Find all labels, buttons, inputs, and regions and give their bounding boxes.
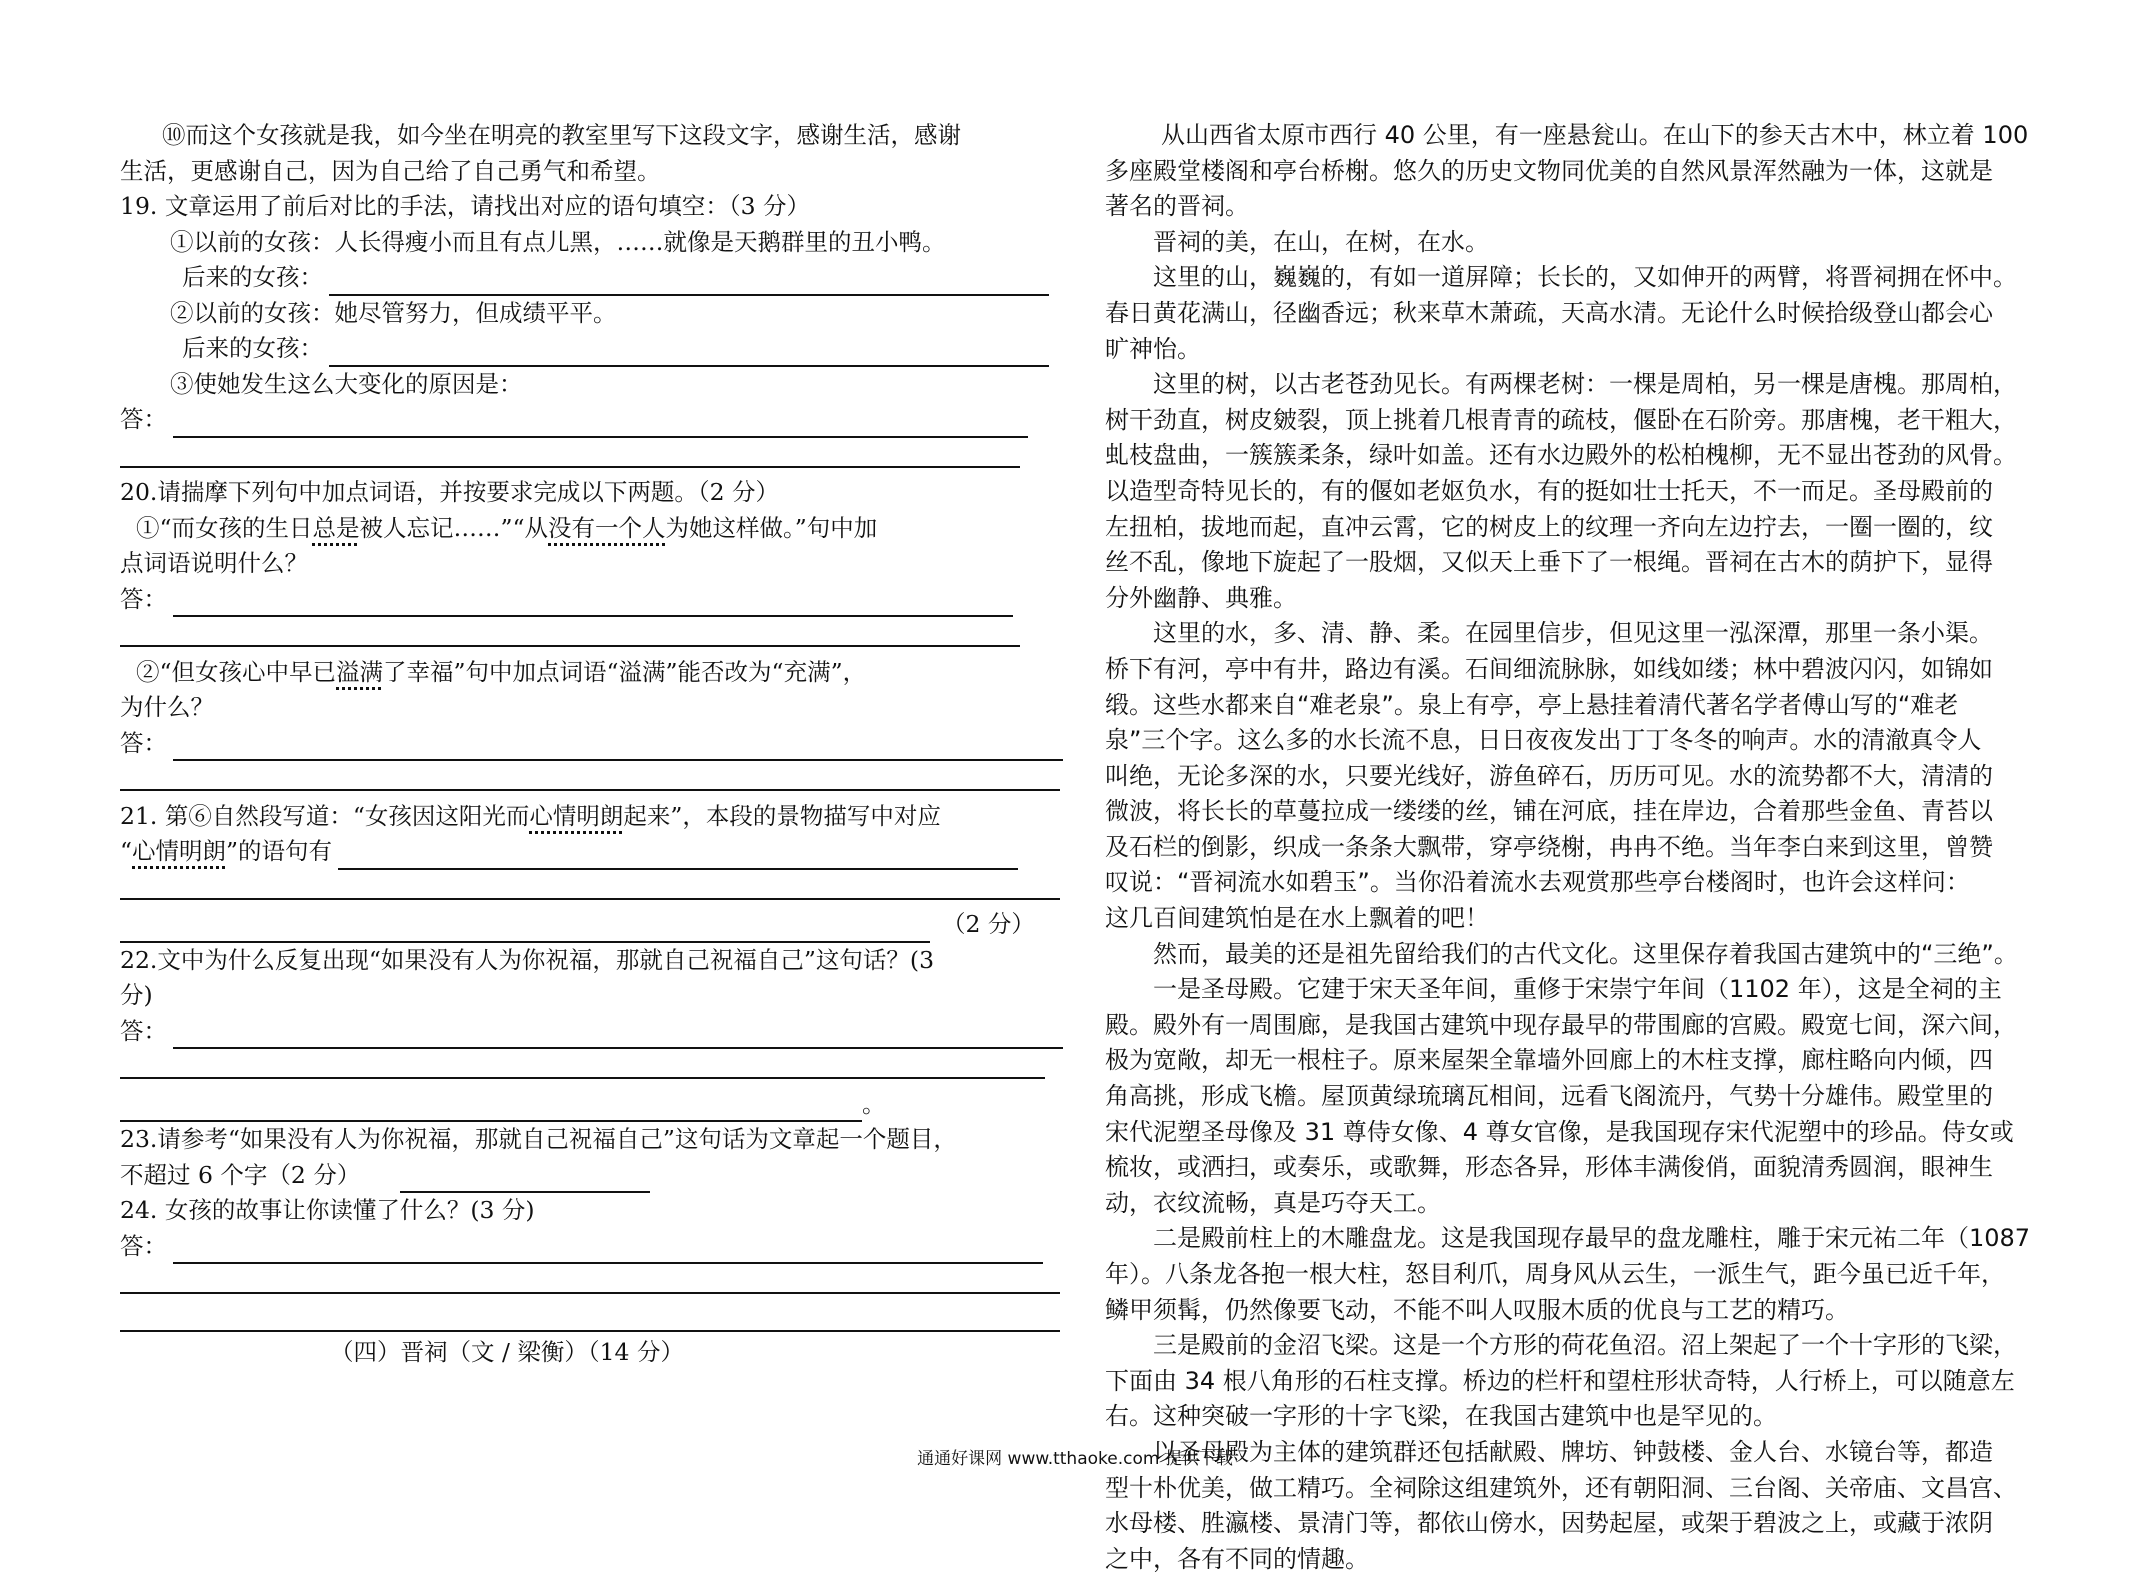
question-19-item-1-answer bbox=[120, 260, 1070, 296]
answer-blank-20-1b[interactable] bbox=[120, 617, 1020, 647]
passage-line: 年）。八条龙各抱一根大柱，怒目利爪，周身风从云生，一派生气，距今虽已近千年， bbox=[1105, 1260, 2005, 1288]
answer-blank-22[interactable] bbox=[173, 1021, 1063, 1049]
question-20-item-2-answer bbox=[120, 726, 1070, 762]
answer-blank-20-2[interactable] bbox=[173, 733, 1063, 761]
question-20-item-1-line-2: 点词语说明什么？ bbox=[120, 549, 308, 577]
q21-score: （2 分） bbox=[942, 910, 1035, 938]
answer-blank-24[interactable] bbox=[173, 1236, 1043, 1264]
q20-2-text-b: 了幸福”句中加点词语“溢满”能否改为“充满”， bbox=[383, 657, 867, 686]
passage-line: 水母楼、胜瀛楼、景清门等，都依山傍水，因势起屋，或架于碧波之上，或藏于浓阴 bbox=[1105, 1509, 1993, 1538]
answer-blank-19-3b[interactable] bbox=[120, 438, 1020, 468]
passage-line: 旷神怡。 bbox=[1105, 334, 1201, 363]
later-girl-label: 后来的女孩： bbox=[182, 263, 323, 291]
passage-line: 这里的树，以古老苍劲见长。有两棵老树：一棵是周柏，另一棵是唐槐。那周柏， bbox=[1153, 370, 2017, 399]
q20-2-text-a: ②“但女孩心中早已 bbox=[136, 657, 337, 686]
paragraph-10-line-1: ⑩而这个女孩就是我，如今坐在明亮的教室里写下这段文字，感谢生活，感谢 bbox=[162, 121, 961, 149]
answer-blank-21b[interactable] bbox=[120, 870, 1060, 900]
dotted-word-overflow: 溢满 bbox=[336, 657, 384, 686]
answer-blank-19-1[interactable] bbox=[329, 268, 1049, 296]
passage-line: 以圣母殿为主体的建筑群还包括献殿、牌坊、钟鼓楼、金人台、水镜台等，都造 bbox=[1153, 1437, 1993, 1466]
passage-line: 微波，将长长的草蔓拉成一缕缕的丝，铺在河底，挂在岸边，合着那些金鱼、青苔以 bbox=[1105, 797, 1993, 826]
question-20-item-2-line-2: 为什么？ bbox=[120, 693, 214, 721]
question-21-line-2 bbox=[120, 834, 1070, 870]
left-column bbox=[120, 118, 1070, 1339]
answer-blank-23[interactable] bbox=[400, 1165, 650, 1193]
question-22-answer-line-3 bbox=[120, 1087, 1070, 1123]
answer-blank-21[interactable] bbox=[338, 842, 1018, 870]
q21-text-c: “ bbox=[120, 837, 133, 865]
dotted-word-mood-bright: 心情明朗 bbox=[529, 801, 624, 830]
passage-line: 缎。这些水都来自“难老泉”。泉上有亭，亭上悬挂着清代著名学者傅山写的“难老 bbox=[1105, 690, 1959, 719]
passage-line: 泉”三个字。这么多的水长流不息，日日夜夜发出丁丁冬冬的响声。水的清澈真令人 bbox=[1105, 726, 1982, 755]
question-20: 20.请揣摩下列句中加点词语，并按要求完成以下两题。（2 分） bbox=[120, 478, 780, 506]
question-21-line-4 bbox=[120, 907, 1070, 943]
passage-line: 梳妆，或洒扫，或奏乐，或歌舞，形态各异，形体丰满俊俏，面貌清秀圆润，眼神生 bbox=[1105, 1153, 1993, 1182]
dotted-word-no-one: 没有一个人 bbox=[548, 513, 666, 542]
passage-line: 从山西省太原市西行 40 公里，有一座悬瓮山。在山下的参天古木中，林立着 100 bbox=[1161, 121, 2029, 149]
passage-line: 动，衣纹流畅，真是巧夺天工。 bbox=[1105, 1188, 1441, 1217]
question-24: 24. 女孩的故事让你读懂了什么？(3 分) bbox=[120, 1196, 535, 1224]
passage-line: 丝不乱，像地下旋起了一股烟，又似天上垂下了一根绳。晋祠在古木的荫护下，显得 bbox=[1105, 548, 1993, 577]
passage-line: 之中，各有不同的情趣。 bbox=[1105, 1544, 1369, 1573]
question-20-item-2-line-1 bbox=[120, 655, 1070, 691]
q21-text-a: 21. 第⑥自然段写道：“女孩因这阳光而 bbox=[120, 801, 530, 830]
passage-line: 左扭柏，拔地而起，直冲云霄，它的树皮上的纹理一齐向左边拧去，一圈一圈的，纹 bbox=[1105, 512, 1993, 541]
answer-blank-24c[interactable] bbox=[120, 1302, 1060, 1332]
passage-line: 极为宽敞，却无一根柱子。原来屋架全靠墙外回廊上的木柱支撑，廊柱略向内倾，四 bbox=[1105, 1046, 1993, 1075]
passage-line: 著名的晋祠。 bbox=[1105, 192, 1249, 221]
q23-text: 不超过 6 个字（2 分） bbox=[120, 1160, 361, 1189]
passage-line: 三是殿前的金沼飞梁。这是一个方形的荷花鱼沼。沼上架起了一个十字形的飞梁， bbox=[1153, 1331, 2017, 1360]
passage-line: 多座殿堂楼阁和亭台桥榭。悠久的历史文物同优美的自然风景浑然融为一体，这就是 bbox=[1105, 156, 1993, 185]
passage-line: 下面由 34 根八角形的石柱支撑。桥边的栏杆和望柱形状奇特，人行桥上，可以随意左 bbox=[1105, 1366, 2015, 1395]
passage-line: 型十朴优美，做工精巧。全祠除这组建筑外，还有朝阳洞、三台阁、关帝庙、文昌宫、 bbox=[1105, 1473, 2017, 1502]
passage-line: 以造型奇特见长的，有的偃如老妪负水，有的挺如壮士托天，不一而足。圣母殿前的 bbox=[1105, 476, 1993, 505]
q21-text-b: 起来”，本段的景物描写中对应 bbox=[623, 801, 941, 830]
passage-line: 右。这种突破一字形的十字飞梁，在我国古建筑中也是罕见的。 bbox=[1105, 1402, 1777, 1431]
answer-blank-20-1[interactable] bbox=[173, 589, 1013, 617]
question-19-item-1: ①以前的女孩：人长得瘦小而且有点儿黑，……就像是天鹅群里的丑小鸭。 bbox=[170, 227, 946, 256]
answer-label: 答： bbox=[120, 405, 167, 433]
passage-line: 及石栏的倒影，织成一条条大飘带，穿亭绕榭，冉冉不绝。当年李白来到这里，曾赞 bbox=[1105, 832, 1993, 861]
passage-line: 这几百间建筑怕是在水上飘着的吧！ bbox=[1105, 904, 1489, 933]
answer-blank-24b[interactable] bbox=[120, 1264, 1060, 1294]
paragraph-10-line-2: 生活，更感谢自己，因为自己给了自己勇气和希望。 bbox=[120, 156, 661, 185]
q20-1-text-a: ①“而女孩的生日 bbox=[136, 513, 313, 542]
answer-label: 答： bbox=[120, 1231, 167, 1260]
passage-line: 分外幽静、典雅。 bbox=[1105, 583, 1297, 612]
question-19: 19. 文章运用了前后对比的手法，请找出对应的语句填空：（3 分） bbox=[120, 192, 811, 220]
question-21-line-1 bbox=[120, 799, 1070, 835]
passage-line: 殿。殿外有一周围廊，是我国古建筑中现存最早的带围廊的宫殿。殿宽七间，深六间， bbox=[1105, 1010, 2017, 1039]
footer-source: 通通好课网 www.tthaoke.com 提供下载 bbox=[917, 1449, 1233, 1469]
passage-line: 这里的山，巍巍的，有如一道屏障；长长的，又如伸开的两臂，将晋祠拥在怀中。 bbox=[1153, 263, 2017, 292]
answer-label: 答： bbox=[120, 728, 167, 757]
answer-label: 答： bbox=[120, 1016, 167, 1045]
question-22-line-1: 22.文中为什么反复出现“如果没有人为你祝福，那就自己祝福自己”这句话？(3 bbox=[120, 945, 935, 974]
passage-line: 虬枝盘曲，一簇簇柔条，绿叶如盖。还有水边殿外的松柏槐柳，无不显出苍劲的风骨。 bbox=[1105, 441, 2017, 470]
passage-line: 桥下有河，亭中有井，路边有溪。石间细流脉脉，如线如缕；林中碧波闪闪，如锦如 bbox=[1105, 654, 1993, 683]
passage-line: 春日黄花满山，径幽香远；秋来草木萧疏，天高水清。无论什么时候拾级登山都会心 bbox=[1105, 298, 1993, 327]
right-column-reading-passage bbox=[1105, 118, 2050, 1577]
later-girl-label: 后来的女孩： bbox=[182, 334, 323, 362]
question-19-item-2-answer bbox=[120, 331, 1070, 367]
q21-text-d: ”的语句有 bbox=[226, 837, 333, 865]
passage-line: 然而，最美的还是祖先留给我们的古代文化。这里保存着我国古建筑中的“三绝”。 bbox=[1153, 939, 2018, 968]
passage-line: 树干劲直，树皮皴裂，顶上挑着几根青青的疏枝，偃卧在石阶旁。那唐槐，老干粗大， bbox=[1105, 405, 2017, 434]
question-20-item-1-line-1 bbox=[120, 511, 1070, 547]
question-20-item-1-answer bbox=[120, 582, 1070, 618]
q20-1-text-c: 为她这样做。”句中加 bbox=[665, 513, 878, 542]
question-23-line-2 bbox=[120, 1158, 1070, 1194]
answer-blank-21c[interactable] bbox=[120, 915, 930, 943]
question-19-item-3: ③使她发生这么大变化的原因是： bbox=[170, 369, 523, 398]
answer-blank-20-2b[interactable] bbox=[120, 761, 1060, 791]
answer-blank-19-2[interactable] bbox=[329, 339, 1049, 367]
dotted-word-always: 总是 bbox=[312, 513, 360, 542]
dotted-word-mood-bright-2: 心情明朗 bbox=[132, 837, 227, 865]
question-22-answer bbox=[120, 1014, 1070, 1050]
answer-blank-22c[interactable] bbox=[120, 1094, 862, 1122]
passage-line: 宋代泥塑圣母像及 31 尊侍女像、4 尊女官像，是我国现存宋代泥塑中的珍品。侍女或 bbox=[1105, 1117, 2014, 1146]
period: 。 bbox=[862, 1089, 886, 1118]
question-22-line-2: 分) bbox=[120, 981, 153, 1009]
passage-line: 一是圣母殿。它建于宋天圣年间，重修于宋崇宁年间（1102 年），这是全祠的主 bbox=[1153, 975, 2002, 1004]
passage-line: 晋祠的美，在山，在树，在水。 bbox=[1153, 227, 1489, 256]
answer-label: 答： bbox=[120, 584, 167, 613]
section-title-jinci: （四）晋祠（文 / 梁衡）（14 分） bbox=[330, 1338, 684, 1366]
passage-line: 叫绝，无论多深的水，只要光线好，游鱼碎石，历历可见。水的流势都不大，清清的 bbox=[1105, 761, 1993, 790]
answer-blank-22b[interactable] bbox=[120, 1049, 1045, 1079]
q20-1-text-b: 被人忘记……”“从 bbox=[359, 513, 549, 542]
answer-blank-19-3[interactable] bbox=[173, 410, 1028, 438]
passage-line: 二是殿前柱上的木雕盘龙。这是我国现存最早的盘龙雕柱，雕于宋元祐二年（1087 bbox=[1153, 1224, 2031, 1253]
question-19-item-2: ②以前的女孩：她尽管努力，但成绩平平。 bbox=[170, 298, 617, 327]
passage-line: 叹说：“晋祠流水如碧玉”。当你沿着流水去观赏那些亭台楼阁时，也许会这样问： bbox=[1105, 868, 1970, 897]
question-19-item-3-answer bbox=[120, 402, 1070, 438]
passage-line: 角高挑，形成飞檐。屋顶黄绿琉璃瓦相间，远看飞阁流丹，气势十分雄伟。殿堂里的 bbox=[1105, 1082, 1993, 1111]
question-24-answer bbox=[120, 1229, 1070, 1265]
question-23-line-1: 23.请参考“如果没有人为你祝福，那就自己祝福自己”这句话为文章起一个题目， bbox=[120, 1125, 957, 1153]
passage-line: 这里的水，多、清、静、柔。在园里信步，但见这里一泓深潭，那里一条小渠。 bbox=[1153, 619, 1993, 648]
passage-line: 鳞甲须髯，仍然像要飞动，不能不叫人叹服木质的优良与工艺的精巧。 bbox=[1105, 1295, 1849, 1324]
